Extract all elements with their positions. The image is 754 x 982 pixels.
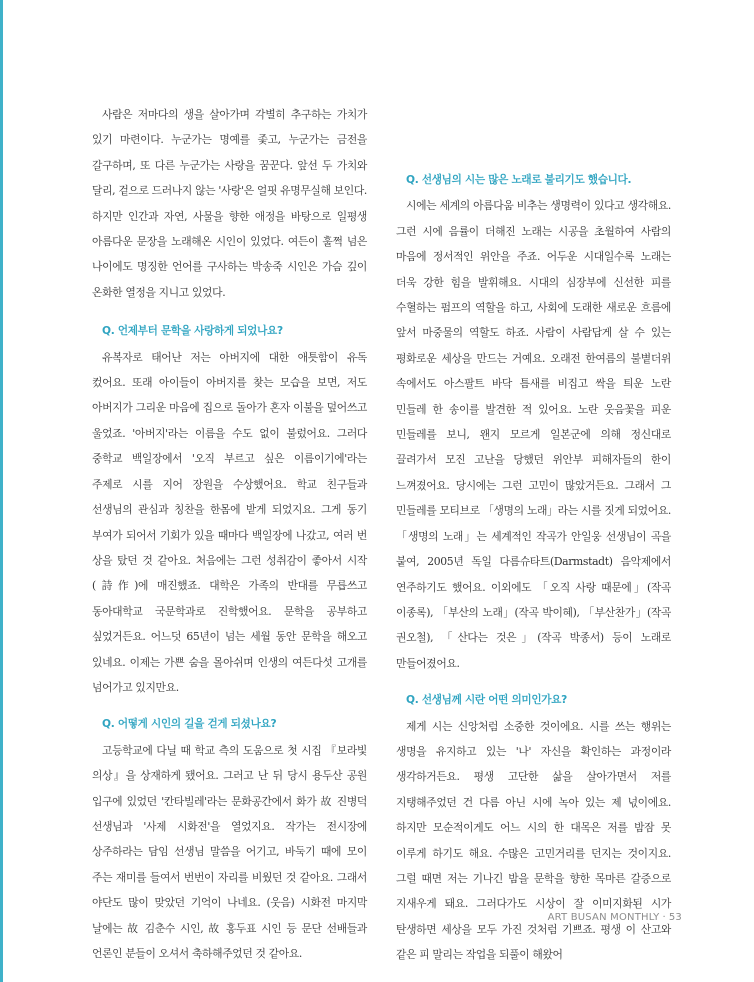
page-number: 53 bbox=[668, 912, 682, 923]
page-footer bbox=[548, 912, 682, 923]
question-heading-2: Q. 어떻게 시인의 길을 걷게 되셨나요? bbox=[102, 718, 277, 731]
question-heading-1: Q. 언제부터 문학을 사랑하게 되었나요? bbox=[102, 325, 283, 338]
magazine-name: ART BUSAN MONTHLY bbox=[547, 912, 660, 923]
answer-paragraph-4: 제게 시는 신앙처럼 소중한 것이에요. 시를 쓰는 행위는 생명을 유지하고 있는 '나' 자신을 확인하는 과정이라 생각하거든요. 평생 고단한 삶을 살아가면서 저를 지탱해주었던 건 다름 아닌 시에 녹아 있는 제 넋이에요. 하지만 모순적이게도 어느 시의 한 대목은 저를 밤잠 못 이루게 하기도 해요. 수많은 고민거리를 던지는 것이지요. 그럴 때면 저는 기나긴 밤을 문학을 향한 목마른 갈증으로 지새우게 돼요. 그러다가도 시상이 잘 이미지화된 시가 탄생하면 세상을 모두 가진 것처럼 기쁘죠. 평생 이 산고와 같은 피 말리는 작업을 되풀이 해왔어 bbox=[396, 719, 671, 962]
left-accent-rule bbox=[0, 0, 3, 982]
answer-paragraph-1: 유복자로 태어난 저는 아버지에 대한 애틋함이 유독 컸어요. 또래 아이들이 아버지를 찾는 모습을 보면, 저도 아버지가 그리운 마음에 집으로 돌아가 혼자 이불을 덮어쓰고 울었죠. '아버지'라는 이름을 수도 없이 불렀어요. 그러다 중학교 백일장에서 '오직 부르고 싶은 이름이기에'라는 주제로 시를 지어 장원을 수상했어요. 학교 친구들과 선생님의 관심과 칭찬을 한몸에 받게 되었지요. 그게 동기 부여가 되어서 기회가 있을 때마다 백일장에 나갔고, 여러 번 상을 탔던 것 같아요. 처음에는 그런 성취감이 좋아서 시작(詩作)에 매진했죠. 대학은 가족의 반대를 무릅쓰고 동아대학교 국문학과로 진학했어요. 문학을 공부하고 싶었거든요. 어느덧 65년이 넘는 세월 동안 문학을 해오고 있네요. 이제는 가쁜 숨을 몰아쉬며 인생의 여든다섯 고개를 넘어가고 있지만요. bbox=[92, 350, 367, 694]
article-column-right bbox=[396, 102, 671, 968]
intro-paragraph: 사람은 저마다의 생을 살아가며 각별히 추구하는 가치가 있기 마련이다. 누군가는 명예를 좇고, 누군가는 금전을 갈구하며, 또 다른 누군가는 사랑을 꿈꾼다. 앞선 두 가치와 달리, 겉으로 드러나지 않는 '사랑'은 얼핏 유명무실해 보인다. 하지만 인간과 자연, 사물을 향한 애정을 바탕으로 일평생 아름다운 문장을 노래해온 시인이 있었다. 여든이 훌쩍 넘은 나이에도 명징한 언어를 구사하는 박송죽 시인은 가슴 깊이 온화한 열정을 지니고 있었다. bbox=[92, 108, 367, 299]
question-heading-3: Q. 선생님의 시는 많은 노래로 불리기도 했습니다. bbox=[406, 174, 632, 186]
answer-paragraph-3: 시에는 세계의 아름다움 비추는 생명력이 있다고 생각해요. 그런 시에 음률이 더해진 노래는 시공을 초월하여 사람의 마음에 정서적인 위안을 주죠. 어두운 시대일수록 노래는 더욱 강한 힘을 발휘해요. 시대의 심장부에 신선한 피를 수혈하는 펌프의 역할을 하고, 사회에 도래한 새로운 흐름에 앞서 마중물의 역할도 하죠. 사람이 사람답게 살 수 있는 평화로운 세상을 만드는 거예요. 오래전 한여름의 불볕더위 속에서도 아스팔트 바닥 틈새를 비집고 싹을 틔운 노란 민들레 한 송이를 발견한 적 있어요. 노란 웃음꽃을 피운 민들레를 보니, 왠지 모르게 일본군에 의해 정신대로 끌려가서 모진 고난을 당했던 위안부 피해자들의 한이 느껴졌어요. 당시에는 그런 고민이 많았거든요. 그래서 그 민들레를 모티브로 「생명의 노래」라는 시를 짓게 되었어요. 「생명의 노래」는 세계적인 작곡가 안일웅 선생님이 곡을 붙여, 2005년 독일 다름슈타트(Darmstadt) 음악제에서 연주하기도 했어요. 이외에도 「오직 사랑 때문에」(작곡 이종록), 「부산의 노래」(작곡 박이혜), 「부산찬가」(작곡 권오철), 「산다는 것은」(작곡 박종서) 등이 노래로 만들어졌어요. bbox=[396, 199, 671, 670]
question-heading-4: Q. 선생님께 시란 어떤 의미인가요? bbox=[406, 694, 567, 707]
footer-separator: · bbox=[662, 912, 666, 923]
article-column-left bbox=[92, 102, 367, 966]
answer-paragraph-2: 고등학교에 다닐 때 학교 측의 도움으로 첫 시집 『보라빛 의상』을 상재하게 됐어요. 그러고 난 뒤 당시 용두산 공원 입구에 있었던 '칸타빌레'라는 문화공간에서 화가 故 진병덕 선생님과 '사제 시화전'을 열었지요. 작가는 전시장에 상주하라는 담임 선생님 말씀을 어기고, 바둑기 때에 모이 주는 재미를 들여서 번번이 자리를 비웠던 것 같아요. 그래서 야단도 많이 맞았던 기억이 나네요. (웃음) 시화전 마지막 날에는 故 김춘수 시인, 故 홍두표 시인 등 문단 선배들과 언론인 분들이 오셔서 축하해주었던 것 같아요. bbox=[92, 743, 367, 960]
